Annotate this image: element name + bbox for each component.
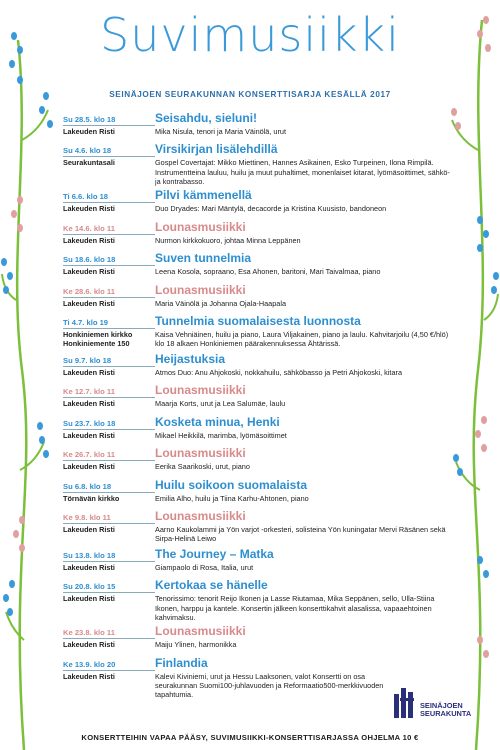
event-venue: Seurakuntasali (63, 158, 115, 168)
event-venue: Lakeuden Risti (63, 267, 115, 277)
event-date: Ke 14.6. klo 11 (63, 223, 115, 233)
event-title: Pilvi kämmenellä (155, 188, 252, 203)
event-venue: Honkiniemen kirkko Honkiniemente 150 (63, 329, 133, 348)
event-performers: Leena Kosola, sopraano, Esa Ahonen, baritoni, Mari Taivalmaa, piano (155, 267, 381, 277)
event-date: Su 23.7. klo 18 (63, 418, 116, 428)
divider (63, 429, 155, 430)
event-venue: Lakeuden Risti (63, 127, 115, 136)
event-performers: Maria Väinölä ja Johanna Ojala-Haapala (155, 298, 287, 308)
event-item (63, 506, 453, 544)
event-performers: Giampaolo di Rosa, Italia, urut (155, 562, 254, 572)
event-item (63, 544, 453, 575)
event-date: Ke 9.8. klo 11 (63, 512, 111, 522)
event-date: Ke 12.7. klo 11 (63, 387, 115, 397)
event-date: Su 28.5. klo 18 (63, 115, 116, 124)
left-flower-vine-decoration (0, 0, 60, 750)
event-date: Su 20.8. klo 15 (63, 582, 116, 592)
event-date: Ti 4.7. klo 19 (63, 317, 109, 327)
event-performers: Duo Dryades: Mari Mäntylä, decacorde ja Kristina Kuusisto, bandoneon (155, 204, 387, 214)
divider (63, 328, 155, 329)
divider (63, 202, 155, 203)
event-date: Ke 26.7. klo 11 (63, 450, 115, 460)
event-performers: Mikael Heikkilä, marimba, lyömäsoittimet (155, 430, 287, 440)
event-date: Su 4.6. klo 18 (63, 146, 112, 156)
event-venue: Lakeuden Risti (63, 367, 115, 377)
event-venue: Lakeuden Risti (63, 640, 115, 650)
event-list (63, 108, 453, 699)
event-performers: Mika Nisula, tenori ja Maria Väinölä, urut (155, 127, 286, 136)
divider (63, 156, 155, 157)
divider (63, 265, 155, 266)
event-performers: Eerika Saarikoski, urut, piano (155, 462, 250, 472)
event-item (63, 412, 453, 443)
event-item (63, 108, 453, 139)
event-item (63, 248, 453, 279)
event-title: Heijastuksia (155, 351, 226, 366)
event-venue: Törnävän kirkko (63, 493, 120, 503)
event-title: Lounasmusiikki (155, 624, 246, 639)
divider (63, 523, 155, 524)
event-item (63, 621, 453, 652)
divider (63, 366, 155, 367)
event-item (63, 217, 453, 248)
event-performers: Maarja Korts, urut ja Lea Salumäe, laulu (155, 399, 286, 409)
event-title: Seisahdu, sieluni! (155, 111, 258, 125)
logo-line-2: SEURAKUNTA (420, 709, 472, 719)
event-venue: Lakeuden Risti (63, 204, 115, 214)
event-item (63, 575, 453, 621)
event-performers: Gospel Covertajat: Mikko Miettinen, Hannes Asikainen, Esko Turpeinen, Ilona Rimpilä. Instrumentteina lauluu, huilu ja muut puhaltimet, monenlaiset kitarat, lyömäsoittimet, sähkö- ja kontrabasso. (155, 158, 450, 186)
event-date: Ti 6.6. klo 18 (63, 192, 109, 202)
event-item (63, 280, 453, 311)
divider (63, 460, 155, 461)
event-item (63, 349, 453, 380)
event-date: Ke 28.6. klo 11 (63, 286, 115, 296)
event-title: Lounasmusiikki (155, 282, 246, 297)
event-item (63, 443, 453, 474)
event-venue: Lakeuden Risti (63, 671, 115, 681)
event-performers: Kalevi Kiviniemi, urut ja Hessu Laaksonen, valot Konsertti on osa seurakunnan Suomi100-juhlavuoden ja Reformaatio500-merkkivuoden tapahtumia. (155, 671, 384, 700)
event-performers: Emilia Alho, huilu ja Tiina Karhu-Ahtonen, piano (155, 493, 309, 503)
event-performers: Aarno Kaukolammi ja Yön varjot -orkesteri, solisteina Yön kuningatar Mervi Räsänen sekä Sirpa-Helinä Leiwo (155, 524, 446, 544)
event-title: Tunnelmia suomalaisesta luonnosta (155, 313, 361, 328)
event-title: Kosketa minua, Henki (155, 414, 280, 429)
event-title: Finlandia (155, 655, 208, 670)
event-date: Su 6.8. klo 18 (63, 481, 112, 491)
event-venue: Lakeuden Risti (63, 562, 115, 572)
event-date: Su 18.6. klo 18 (63, 255, 116, 265)
event-title: Huilu soikoon suomalaista (155, 477, 308, 492)
event-title: Kertokaa se hänelle (155, 578, 268, 593)
church-logo-text (420, 702, 471, 719)
event-venue: Lakeuden Risti (63, 524, 115, 534)
event-date: Su 9.7. klo 18 (63, 355, 112, 365)
event-venue: Lakeuden Risti (63, 430, 115, 440)
event-item (63, 139, 453, 185)
divider (63, 561, 155, 562)
divider (63, 125, 155, 126)
event-performers: Kaisa Vehniäinen, huilu ja piano, Laura Viljakainen, piano ja laulu. Kahvitarjoilu (4,50 €/hlö) klo 18 alkaen Honkiniemen päärakennuksessa Ähtärissä. (155, 329, 449, 349)
event-date: Ke 13.9. klo 20 (63, 659, 116, 669)
event-title: Lounasmusiikki (155, 383, 246, 398)
event-title: Lounasmusiikki (155, 219, 246, 234)
event-title: Lounasmusiikki (155, 446, 246, 461)
event-title: The Journey – Matka (155, 546, 274, 561)
poster-subtitle: SEINÄJOEN SEURAKUNNAN KONSERTTISARJA KESÄLLÄ 2017 (109, 90, 391, 99)
event-date: Su 13.8. klo 18 (63, 550, 116, 560)
event-performers: Nurmon kirkkokuoro, johtaa Minna Leppänen (155, 235, 301, 245)
divider (63, 638, 155, 639)
divider (63, 592, 155, 593)
event-venue: Lakeuden Risti (63, 298, 115, 308)
event-title: Suven tunnelmia (155, 251, 252, 266)
event-title: Virsikirjan lisälehdillä (155, 142, 278, 157)
event-item (63, 380, 453, 411)
footer-note: KONSERTTEIHIN VAPAA PÄÄSY, SUVIMUSIIKKI-KONSERTTISARJASSA OHJELMA 10 € (81, 733, 419, 742)
event-item (63, 475, 453, 506)
logo-line-1: SEINÄJOEN (420, 701, 463, 710)
divider (63, 234, 155, 235)
event-venue: Lakeuden Risti (63, 462, 115, 472)
event-venue: Lakeuden Risti (63, 235, 115, 245)
divider (63, 297, 155, 298)
event-venue: Lakeuden Risti (63, 399, 115, 409)
event-performers: Atmos Duo: Anu Ahjokoski, nokkahuilu, sähköbasso ja Petri Ahjokoski, kitara (155, 367, 403, 377)
event-performers: Maiju Ylinen, harmonikka (155, 640, 237, 650)
event-date: Ke 23.8. klo 11 (63, 628, 115, 638)
event-performers: Tenorissimo: tenorit Reijo Ikonen ja Lasse Riutamaa, Mika Seppänen, sello, Ulla-Stiina Ikonen, harppu ja kantele. Konsertin jälkeen konserttikahvit alasalissa, vapaaehtoinen kahvimaksu. (155, 594, 435, 622)
event-item (63, 185, 453, 216)
event-venue: Lakeuden Risti (63, 594, 115, 604)
divider (63, 670, 155, 671)
divider (63, 397, 155, 398)
event-item (63, 311, 453, 349)
poster-title: Suvimusiikki (100, 8, 400, 62)
event-title: Lounasmusiikki (155, 508, 246, 523)
divider (63, 492, 155, 493)
